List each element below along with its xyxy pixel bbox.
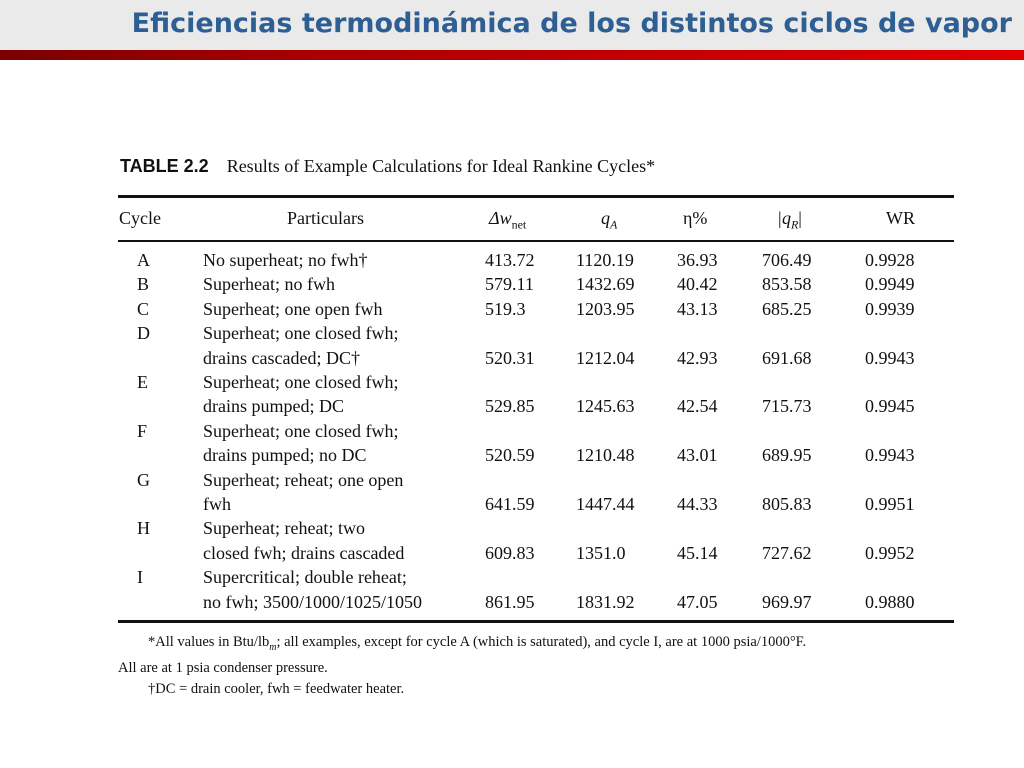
cell-wr: 0.9928 — [865, 250, 915, 270]
cell-qr: 689.95 — [762, 445, 812, 466]
cell-qa: 1245.63 — [576, 396, 635, 417]
header-qa-symbol: q — [601, 208, 610, 228]
footnote-values: *All values in Btu/$lb_m$; all examples, except for cycle A (which is saturated), and cycle I, are at 1000 psia/1000°F. — [148, 634, 807, 653]
cell-particulars: Superheat; one open fwh — [203, 298, 383, 319]
cell-cycle: E — [137, 372, 148, 392]
cell-qa: 1831.92 — [576, 591, 635, 612]
cell-qr: 853.58 — [762, 274, 812, 295]
cell-particulars: drains cascaded; DC† — [203, 347, 360, 368]
cell-particulars: drains pumped; DC — [203, 396, 344, 417]
cell-particulars: Superheat; reheat; one open — [203, 469, 404, 490]
cell-particulars: Superheat; reheat; two — [203, 518, 365, 539]
cell-qa: 1120.19 — [576, 250, 634, 270]
table-caption-text: Results of Example Calculations for Ideal Rankine Cycles* — [226, 156, 656, 176]
cell-wnet: 641.59 — [485, 494, 535, 514]
cell-wnet: 520.59 — [485, 445, 535, 466]
cell-wr: 0.9952 — [865, 542, 915, 563]
footnote-condenser: All are at 1 psia condenser pressure. — [118, 659, 328, 676]
table-bottom-rule — [118, 620, 954, 623]
header-eta: η% — [683, 208, 708, 228]
cell-qa: 1351.0 — [576, 542, 626, 563]
cell-eta: 45.14 — [677, 542, 718, 563]
cell-eta: 44.33 — [677, 494, 718, 514]
header-particulars: Particulars — [287, 208, 364, 228]
cell-cycle: A — [137, 250, 150, 270]
cell-particulars: Supercritical; double reheat; — [203, 567, 407, 588]
cell-wnet: 520.31 — [485, 347, 535, 368]
header-qr-left: |q — [777, 208, 791, 228]
slide-header — [0, 0, 1024, 50]
cell-cycle: H — [137, 518, 150, 539]
cell-wnet: 529.85 — [485, 396, 535, 417]
header-qr-sub: R — [790, 217, 799, 232]
header-cycle: Cycle — [119, 208, 161, 228]
table-caption — [120, 156, 655, 184]
table-top-rule — [118, 195, 954, 198]
cell-wr: 0.9945 — [865, 396, 915, 417]
header-wnet-symbol: Δw — [489, 208, 512, 228]
cell-eta: 47.05 — [677, 591, 718, 612]
cell-particulars: Superheat; no fwh — [203, 274, 335, 295]
cell-eta: 43.01 — [677, 445, 718, 466]
header-wr: WR — [886, 208, 915, 228]
cell-particulars: fwh — [203, 494, 231, 514]
cell-wr: 0.9951 — [865, 494, 915, 514]
table-number: TABLE 2.2 — [120, 156, 209, 176]
header-qa — [601, 208, 617, 233]
cell-qr: 805.83 — [762, 494, 812, 514]
cell-particulars: Superheat; one closed fwh; — [203, 372, 399, 392]
header-qr-right: | — [798, 208, 802, 228]
cell-qa: 1447.44 — [576, 494, 635, 514]
header-wnet-sub: net — [511, 217, 527, 232]
cell-eta: 43.13 — [677, 298, 718, 319]
cell-cycle: B — [137, 274, 150, 295]
slide-title: Eficiencias termodinámica de los distintos ciclos de vapor — [131, 8, 1012, 39]
cell-qa: 1203.95 — [576, 298, 635, 319]
cell-particulars: no fwh; 3500/1000/1025/1050 — [203, 591, 422, 612]
cell-qa: 1432.69 — [576, 274, 635, 295]
cell-cycle: D — [137, 323, 150, 344]
cell-qr: 685.25 — [762, 298, 812, 319]
cell-wnet: 609.83 — [485, 542, 535, 563]
cell-wr: 0.9880 — [865, 591, 915, 612]
table-header-rule — [118, 240, 954, 242]
cell-cycle: G — [137, 469, 150, 490]
cell-qa: 1210.48 — [576, 445, 635, 466]
header-qr — [777, 208, 802, 233]
cell-wr: 0.9949 — [865, 274, 915, 295]
cell-eta: 42.54 — [677, 396, 718, 417]
cell-wr: 0.9939 — [865, 298, 915, 319]
cell-qr: 727.62 — [762, 542, 812, 563]
cell-qr: 691.68 — [762, 347, 812, 368]
header-rule — [0, 50, 1024, 60]
cell-qr: 969.97 — [762, 591, 812, 612]
cell-wnet: 413.72 — [485, 250, 535, 270]
header-qa-sub: A — [610, 217, 618, 232]
cell-particulars: No superheat; no fwh† — [203, 250, 368, 270]
footnotes — [118, 632, 978, 700]
cell-eta: 40.42 — [677, 274, 718, 295]
cell-eta: 36.93 — [677, 250, 718, 270]
cell-cycle: C — [137, 298, 150, 319]
cell-wnet: 861.95 — [485, 591, 535, 612]
cell-particulars: closed fwh; drains cascaded — [203, 542, 405, 563]
cell-cycle: F — [137, 420, 148, 441]
header-wnet — [489, 208, 526, 233]
cell-qr: 715.73 — [762, 396, 812, 417]
cell-wr: 0.9943 — [865, 347, 915, 368]
cell-particulars: drains pumped; no DC — [203, 445, 367, 466]
cell-particulars: Superheat; one closed fwh; — [203, 323, 399, 344]
cell-cycle: I — [137, 567, 143, 588]
cell-qa: 1212.04 — [576, 347, 635, 368]
cell-wr: 0.9943 — [865, 445, 915, 466]
cell-wnet: 579.11 — [485, 274, 534, 295]
cell-wnet: 519.3 — [485, 298, 526, 319]
cell-eta: 42.93 — [677, 347, 718, 368]
cell-qr: 706.49 — [762, 250, 812, 270]
cell-particulars: Superheat; one closed fwh; — [203, 420, 399, 441]
footnote-abbreviations: †DC = drain cooler, fwh = feedwater heater. — [148, 680, 405, 697]
